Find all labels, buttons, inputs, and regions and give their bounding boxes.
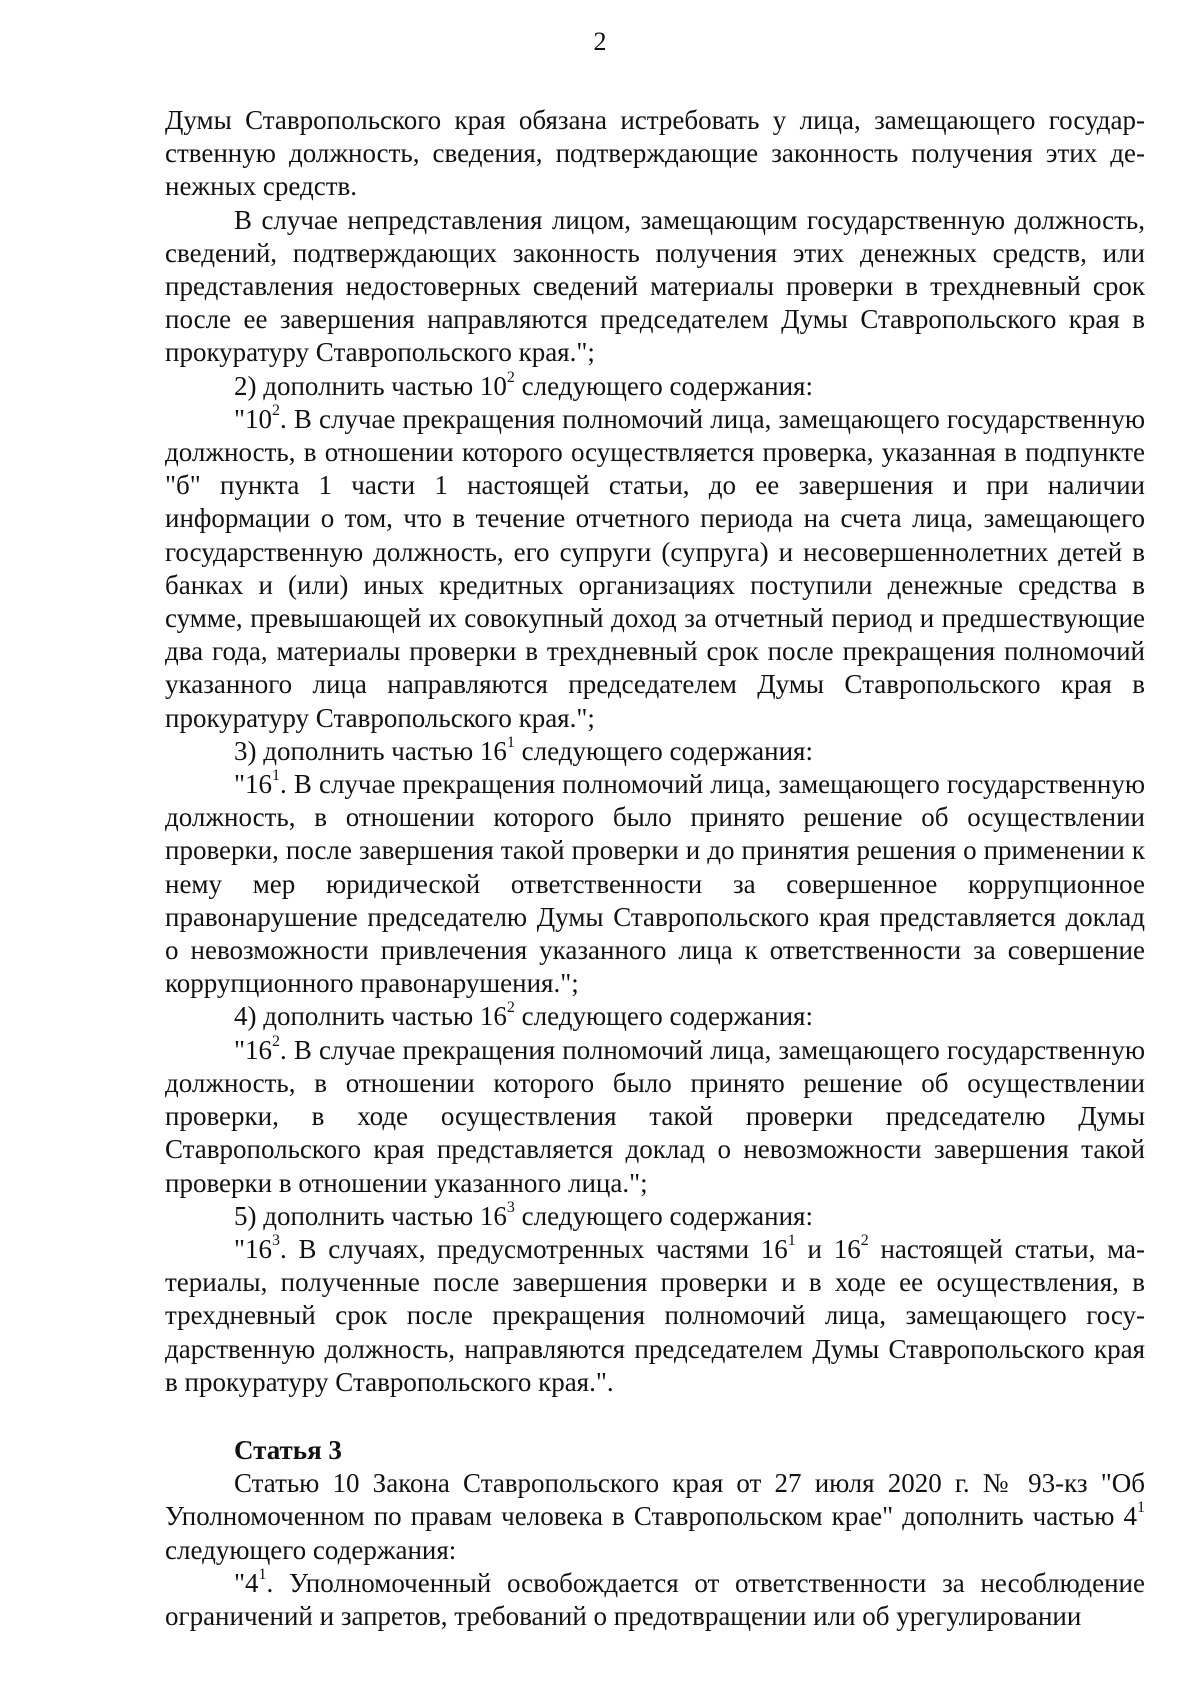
superscript: 1 (258, 1565, 267, 1583)
text-run: . В случае прекращения полномочий лица, замещающего государственную должность, в отношении которого было принято решение об осуществлении проверки, в ходе осуществления такой проверки председателю Думы Ставропольского края представляется доклад о невозможности завершения такой проверки в отношении указанного лица."; (165, 1034, 1145, 1198)
superscript: 1 (272, 767, 281, 785)
superscript: 2 (506, 368, 515, 386)
text-run: "16 (234, 769, 273, 800)
text-run: . В случае прекращения полномочий лица, замещающего государственную должность, в отношении которого осуществляется проверка, указанная в подпункте "б" пункта 1 части 1 настоящей статьи, до ее завершения и при наличии информации о том, что в течение отчетного периода на счета лица, замещающего государственную должность, его супруги (супруга) и несовершеннолетних детей в банках и (или) иных кредитных организациях поступили денежные средства в сумме, превышающей их совокупный доход за отчетный период и предшествующие два года, материалы проверки в трехдневный срок после прекращения полномочий указанного лица направляются председателем Думы Ставропольского края в прокуратуру Ставропольского края."; (165, 403, 1145, 733)
text-run: следующего содержания: (514, 735, 813, 766)
text-run: . В случаях, предусмотренных частями 16 (280, 1233, 788, 1264)
superscript: 1 (506, 733, 515, 751)
superscript: 2 (860, 1231, 869, 1249)
article-body (165, 1467, 1145, 1633)
text-run: настоящей статьи, материалы, полученные после завершения проверки и в ходе ее осуществления, в трехдневный срок после прекращения полномочий лица, замещающего государственную должность, направляются председателем Думы Ставропольского края в прокуратуру Ставропольского края.". (165, 1233, 1145, 1397)
paragraph-p9 (165, 1200, 1145, 1233)
article-title: Статья 3 (234, 1434, 342, 1465)
text-run: следующего содержания: (514, 370, 813, 401)
text-run: 4) дополнить частью 16 (234, 1001, 507, 1032)
text-run: следующего содержания: (514, 1001, 813, 1032)
text-run: 3) дополнить частью 16 (234, 735, 507, 766)
text-run: "16 (234, 1034, 273, 1065)
text-run: следующего содержания: (514, 1200, 813, 1231)
text-run: . В случае прекращения полномочий лица, замещающего государственную должность, в отношении которого было принято решение об осуществлении проверки, после завершения такой проверки и до принятия решения о применении к нему мер юридической ответственности за совершенное коррупционное правонарушение председателю Думы Ставропольского края представляется доклад о невозможности привлечения указанного лица к ответственности за совершение коррупционного правонарушения."; (165, 769, 1145, 999)
paragraph-a1 (165, 1467, 1145, 1567)
page-number: 2 (593, 27, 607, 56)
text-run: следующего содержания: (165, 1534, 457, 1565)
paragraph-p3 (165, 370, 1145, 403)
superscript: 3 (506, 1198, 515, 1216)
amendment-list (165, 104, 1145, 1399)
paragraph-p7 (165, 1000, 1145, 1033)
superscript: 2 (272, 1032, 281, 1050)
text-run: Статью 10 Закона Ставропольского края от 27 июля 2020 г. № 93-кз "Об Уполномоченном по правам человека в Ставропольском крае" дополнить частью 4 (165, 1468, 1145, 1532)
text-run: и 16 (795, 1233, 861, 1264)
paragraph-p4 (165, 403, 1145, 735)
text-run: Думы Ставропольского края обязана истребовать у лица, замещающего государственную должность, сведения, подтверждающие законность получения этих денежных средств. (165, 105, 1145, 202)
document-body (165, 104, 1145, 1633)
paragraph-a2 (165, 1567, 1145, 1633)
text-run: В случае непредставления лицом, замещающим государственную должность, сведений, подтверждающих законность получения этих денежных средств, или представления недостоверных сведений материалы проверки в трехдневный срок после ее завершения направляются председателем Думы Ставропольского края в прокуратуру Ставропольского края."; (165, 204, 1145, 368)
paragraph-p10 (165, 1233, 1145, 1399)
superscript: 3 (272, 1231, 281, 1249)
paragraph-p5 (165, 735, 1145, 768)
superscript: 2 (272, 401, 281, 419)
text-run: "4 (234, 1567, 259, 1598)
text-run: 5) дополнить частью 16 (234, 1200, 507, 1231)
paragraph-p6 (165, 768, 1145, 1000)
superscript: 2 (506, 999, 515, 1017)
superscript: 1 (1137, 1499, 1145, 1517)
text-run: 2) дополнить частью 10 (234, 370, 507, 401)
paragraph-p2 (165, 204, 1145, 370)
text-run: "10 (234, 403, 273, 434)
superscript: 1 (787, 1231, 796, 1249)
text-run: . Уполномоченный освобождается от ответственности за несоблюдение ограничений и запретов, требований о предотвращении или об урегулировании (165, 1567, 1145, 1631)
text-run: "16 (234, 1233, 273, 1264)
paragraph-p1 (165, 104, 1145, 204)
paragraph-p8 (165, 1034, 1145, 1200)
